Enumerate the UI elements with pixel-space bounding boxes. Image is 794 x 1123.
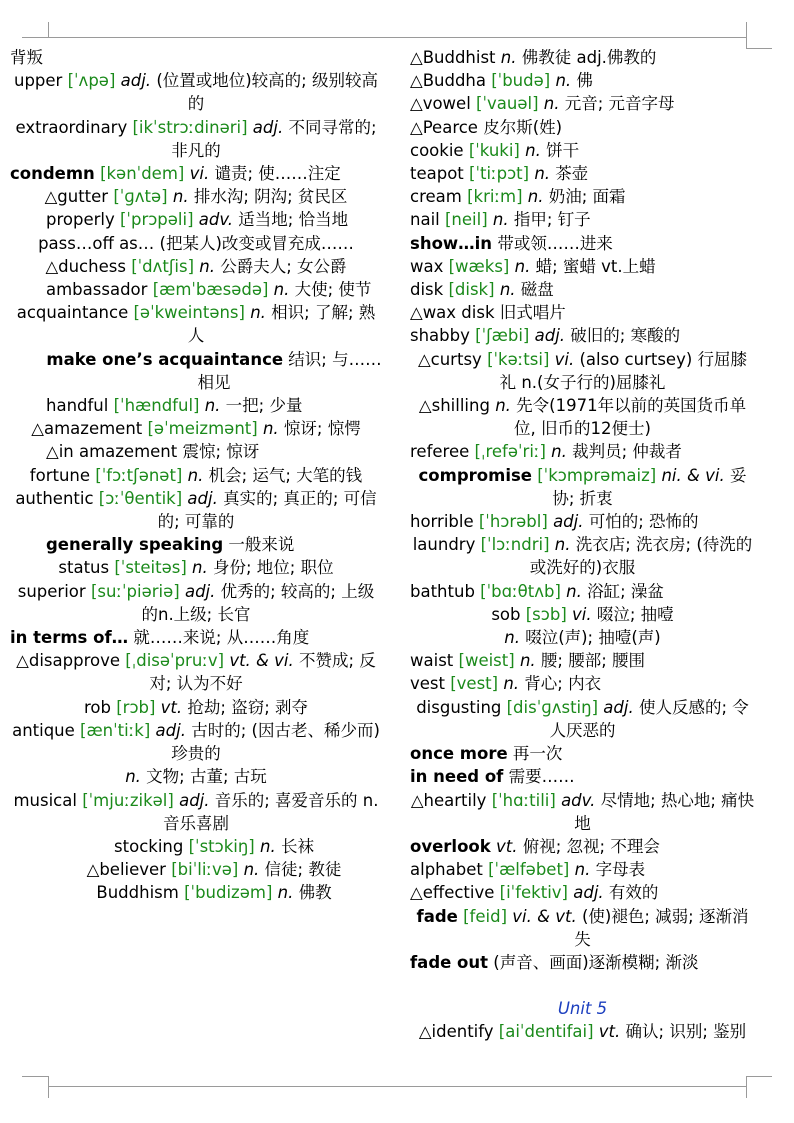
entry-definition: 佛 [576, 71, 593, 91]
entry-definition: 浴缸; 澡盆 [587, 581, 664, 601]
entry-definition: 元音; 元音字母 [564, 94, 675, 114]
vocab-entry [410, 533, 755, 579]
entry-part-of-speech: adj. [179, 790, 210, 810]
entry-definition: 公爵夫人; 女公爵 [220, 256, 347, 276]
vocab-entry [410, 858, 755, 881]
entry-part-of-speech: adj. [155, 720, 186, 740]
entry-headword: △vowel [410, 94, 471, 114]
entry-part-of-speech: n. [566, 581, 582, 601]
entry-headword: △Pearce [410, 117, 478, 137]
entry-part-of-speech: n. [495, 396, 511, 416]
entry-headword: authentic [15, 488, 94, 508]
entry-headword: teapot [410, 164, 464, 184]
entry-part-of-speech: n. [199, 256, 215, 276]
entry-definition: 有效的 [608, 883, 659, 903]
vocab-entry [10, 394, 382, 417]
vocab-entry [410, 580, 755, 603]
vocab-entry [410, 464, 755, 510]
entry-definition: 洗衣店; 洗衣房; (待洗的或洗好的)衣服 [529, 535, 753, 578]
vocab-entry [10, 487, 382, 533]
vocab-entry [410, 116, 755, 139]
entry-part-of-speech: n. [504, 628, 520, 648]
entry-phonetic: [æmˈbæsədə] [152, 280, 269, 300]
entry-headword: musical [13, 790, 77, 810]
vocab-entry [10, 719, 382, 765]
vocab-entry [410, 765, 755, 788]
entry-headword: ambassador [46, 280, 148, 300]
entry-headword: fade [416, 906, 458, 926]
entry-part-of-speech: n. [503, 674, 520, 694]
entry-definition: 抢劫; 盗窃; 剥夺 [187, 697, 309, 717]
entry-definition: 长袜 [280, 836, 314, 856]
entry-part-of-speech: adj. [184, 581, 216, 601]
entry-definition: 不赞成; 反对; 认为不好 [149, 651, 376, 694]
entry-definition: 排水沟; 阴沟; 贫民区 [193, 187, 348, 207]
entry-headword: △disapprove [16, 651, 121, 671]
entry-phonetic: [ikˈstrɔːdinəri] [132, 117, 248, 137]
entry-part-of-speech: n. [172, 187, 189, 207]
entry-headword: superior [17, 581, 86, 601]
entry-part-of-speech: n. [551, 442, 567, 462]
crop-mark-bottom-right [746, 1076, 772, 1077]
entry-phonetic: [ˈkɔmprəmaiz] [537, 465, 657, 485]
entry-prefix: 背叛 [10, 48, 43, 67]
vocab-entry [10, 278, 382, 301]
entry-part-of-speech: adv. [198, 210, 234, 230]
entry-definition: 震惊; 惊讶 [182, 442, 260, 462]
vocab-entry [410, 510, 755, 533]
entry-definition: 文物; 古董; 古玩 [146, 767, 267, 787]
entry-headword: once more [410, 744, 508, 764]
entry-headword: handful [46, 396, 109, 416]
vocab-entry [10, 255, 382, 278]
entry-headword: △effective [410, 883, 495, 903]
left-column [10, 46, 382, 905]
entry-part-of-speech: vt. [598, 1022, 621, 1042]
vocab-entry [10, 464, 382, 487]
vocab-entry [10, 765, 382, 788]
entry-definition: 适当地; 恰当地 [238, 210, 349, 230]
entry-definition: 就……来说; 从……角度 [133, 628, 310, 648]
entry-phonetic: [ˈkuki] [468, 140, 520, 160]
entry-part-of-speech: n. [262, 419, 279, 439]
entry-phonetic: [ˌrefəˈriː] [474, 442, 546, 462]
entry-phonetic: [ˌdisəˈpruːv] [125, 651, 225, 671]
entry-definition: 啜泣; 抽噎 [596, 604, 674, 624]
entry-definition: 一般来说 [228, 535, 295, 555]
entry-headword: acquaintance [16, 303, 129, 323]
entry-part-of-speech: vi. & vt. [512, 906, 577, 926]
entry-part-of-speech: n. [192, 558, 208, 578]
entry-definition: (位置或地位)较高的; 级别较高的 [156, 71, 378, 114]
entry-definition: (声音、画面)逐渐模糊; 渐淡 [493, 952, 699, 972]
vocab-entry [410, 789, 755, 835]
entry-phonetic: [ˈhɑːtili] [491, 790, 556, 810]
entry-definition: 机会; 运气; 大笔的钱 [208, 465, 363, 485]
entry-headword: alphabet [410, 860, 483, 880]
vocab-entry [410, 649, 755, 672]
entry-headword: horrible [410, 512, 474, 532]
entry-part-of-speech: n. [555, 71, 572, 91]
entry-headword: △shilling [418, 396, 490, 416]
entry-headword: upper [13, 71, 63, 91]
entry-part-of-speech: n. [243, 860, 260, 880]
entry-definition: 背心; 内衣 [524, 674, 602, 694]
entry-definition: 字母表 [595, 860, 646, 880]
entry-phonetic: [rɔb] [116, 697, 156, 717]
vocab-entry [10, 696, 382, 719]
entry-part-of-speech: adj. [252, 117, 284, 137]
vocab-entry [410, 951, 755, 974]
entry-definition: 破旧的; 寒酸的 [570, 326, 681, 346]
vocab-entry [10, 789, 382, 835]
entry-part-of-speech: n. [514, 256, 531, 276]
entry-phonetic: [ˈʃæbi] [475, 326, 530, 346]
vocab-entry [410, 626, 755, 649]
vocab-entry [410, 905, 755, 951]
entry-phonetic: [disk] [448, 280, 495, 300]
entry-definition: 惊讶; 惊愕 [283, 419, 361, 439]
entry-phonetic: [ˈvauəl] [476, 94, 539, 114]
vocab-entry [10, 232, 382, 255]
crop-mark-top-left-v [48, 22, 49, 37]
entry-headword: fortune [29, 465, 91, 485]
entry-definition: 蜡; 蜜蜡 vt.上蜡 [535, 256, 656, 276]
entry-headword: vest [410, 674, 445, 694]
entry-headword: sob [491, 604, 521, 624]
entry-part-of-speech: n. [500, 48, 517, 67]
entry-part-of-speech: n. [273, 280, 290, 300]
entry-definition: 俯视; 忽视; 不理会 [522, 836, 660, 856]
crop-mark-bottom-right-v [746, 1076, 747, 1098]
entry-headword: pass…off as… [38, 233, 155, 253]
vocab-entry [410, 881, 755, 904]
vocab-entry [10, 440, 382, 463]
entry-headword: compromise [418, 465, 532, 485]
entry-definition: 信徒; 教徒 [264, 860, 342, 880]
entry-headword: △amazement [31, 419, 143, 439]
entry-phonetic: [ˈstɔkiŋ] [188, 836, 255, 856]
entry-part-of-speech: vi. [572, 604, 592, 624]
vocab-entry [410, 348, 755, 394]
vocab-entry [10, 69, 382, 115]
vocab-entry [10, 533, 382, 556]
entry-phonetic: [əˈmeizmənt] [147, 419, 258, 439]
entry-headword: make one’s acquaintance [46, 349, 284, 369]
entry-definition: 不同寻常的; 非凡的 [171, 117, 377, 160]
entry-part-of-speech: adj. [573, 883, 604, 903]
vocab-entry [10, 649, 382, 695]
entry-definition: 确认; 识别; 鉴别 [625, 1022, 747, 1042]
entry-headword: wax [410, 256, 444, 276]
entry-phonetic: [ˈʌpə] [67, 71, 116, 91]
entry-definition: 先令(1971年以前的英国货币单位, 旧币的12便士) [514, 396, 747, 439]
entry-headword: status [58, 558, 110, 578]
entry-part-of-speech: n. [125, 767, 141, 787]
entry-definition: 饼干 [546, 140, 580, 160]
entry-definition: 相识; 了解; 熟人 [187, 303, 376, 346]
vocab-entry [410, 278, 755, 301]
vocab-entry [10, 580, 382, 626]
entry-headword: cream [410, 187, 462, 207]
entry-definition: 佛教 [298, 883, 332, 903]
entry-definition: 可怕的; 恐怖的 [588, 512, 699, 532]
entry-definition: (also curtsey) 行屈膝礼 n.(女子行的)屈膝礼 [499, 349, 748, 392]
entry-phonetic: [neil] [445, 210, 488, 230]
vocab-entry [10, 162, 382, 185]
entry-part-of-speech: n. [519, 651, 536, 671]
entry-part-of-speech: vt. [160, 697, 183, 717]
entry-part-of-speech: n. [204, 396, 221, 416]
entry-definition: 尽情地; 热心地; 痛快地 [574, 790, 755, 833]
entry-headword: generally speaking [46, 535, 224, 555]
entry-definition: 使人反感的; 令人厌恶的 [549, 697, 749, 740]
entry-phonetic: [ˈtiːpɔt] [469, 164, 530, 184]
entry-phonetic: [ˈælfəbet] [488, 860, 570, 880]
entry-headword: rob [83, 697, 111, 717]
entry-headword: bathtub [410, 581, 475, 601]
vocab-entry [410, 139, 755, 162]
entry-headword: △gutter [44, 187, 109, 207]
vocab-entry [10, 858, 382, 881]
entry-part-of-speech: n. [187, 465, 204, 485]
entry-definition: 带或领……进来 [497, 233, 613, 253]
entry-headword: △curtsy [417, 349, 482, 369]
crop-mark-top-left [22, 37, 48, 38]
entry-headword: antique [12, 720, 75, 740]
bottom-rule [48, 1086, 746, 1087]
entry-headword: △in amazement [46, 442, 178, 462]
entry-part-of-speech: vi. [189, 164, 210, 184]
entry-definition: 音乐的; 喜爱音乐的 n.音乐喜剧 [163, 790, 379, 833]
entry-phonetic: [wæks] [448, 256, 510, 276]
vocab-entry [10, 301, 382, 347]
entry-phonetic: [disˈɡʌstiŋ] [506, 697, 599, 717]
crop-mark-top-right-v [746, 22, 747, 48]
vocab-entry [10, 185, 382, 208]
entry-phonetic: [ˈɡʌtə] [113, 187, 168, 207]
vocab-entry [410, 696, 755, 742]
vocab-entry [10, 626, 382, 649]
entry-definition: 奶油; 面霜 [548, 187, 626, 207]
entry-definition: 古时的; (因古老、稀少而)珍贵的 [171, 720, 380, 764]
entry-part-of-speech: adj. [553, 512, 584, 532]
entry-headword: cookie [410, 140, 464, 160]
entry-definition: (使)褪色; 减弱; 逐渐消失 [574, 906, 749, 949]
entry-part-of-speech: n. [277, 883, 294, 903]
entry-phonetic: [suːˈpiəriə] [90, 581, 180, 601]
entry-headword: △heartily [410, 790, 487, 810]
vocab-entry [410, 603, 755, 626]
entry-phonetic: [ˈfɔːtʃənət] [95, 465, 183, 485]
vocab-entry [410, 301, 755, 324]
entry-phonetic: [kənˈdem] [100, 164, 185, 184]
entry-phonetic: [ɔːˈθentik] [98, 488, 183, 508]
entry-part-of-speech: n. [492, 210, 509, 230]
entry-definition: 再一次 [512, 744, 563, 764]
entry-phonetic: [kriːm] [467, 187, 523, 207]
entry-headword: shabby [410, 326, 470, 346]
entry-part-of-speech: n. [525, 140, 541, 160]
entry-headword: in terms of… [10, 628, 129, 648]
entry-headword: stocking [114, 836, 184, 856]
entry-part-of-speech: adv. [561, 790, 596, 810]
entry-definition: 优秀的; 较高的; 上级的n.上级; 长官 [141, 581, 375, 624]
entry-headword: disgusting [416, 697, 502, 717]
vocab-entry [410, 394, 755, 440]
entry-headword: △wax disk [410, 303, 495, 323]
entry-headword: Buddhism [96, 883, 179, 903]
entry-headword: nail [410, 210, 440, 230]
vocab-entry [410, 69, 755, 92]
vocab-entry [410, 185, 755, 208]
entry-headword: properly [46, 210, 115, 230]
vocab-entry [410, 46, 755, 69]
entry-headword: laundry [412, 535, 476, 555]
vocab-entry [410, 255, 755, 278]
entry-phonetic: [feid] [463, 906, 508, 926]
entry-part-of-speech: adj. [187, 488, 218, 508]
entry-definition: 皮尔斯(姓) [483, 117, 563, 137]
vocab-entry [10, 417, 382, 440]
entry-phonetic: [ˈbudə] [491, 71, 551, 91]
vocab-entry [410, 162, 755, 185]
entry-phonetic: [ˈhændful] [113, 396, 200, 416]
crop-mark-bottom-left-v [48, 1076, 49, 1098]
crop-mark-bottom-left [22, 1076, 48, 1077]
entry-phonetic: [ænˈtiːk] [80, 720, 151, 740]
entry-part-of-speech: n. [574, 860, 591, 880]
entry-phonetic: [weist] [458, 651, 515, 671]
vocab-entry [410, 672, 755, 695]
entry-definition: 谴责; 使……注定 [214, 164, 341, 184]
vocab-entry [410, 835, 755, 858]
vocab-entry [10, 835, 382, 858]
vocab-entry [410, 742, 755, 765]
vocab-entry [410, 92, 755, 115]
entry-phonetic: [ˈlɔːndri] [480, 535, 550, 555]
entry-phonetic: [ˈsteitəs] [114, 558, 187, 578]
entry-part-of-speech: vt. [495, 836, 518, 856]
entry-headword: in need of [410, 767, 504, 787]
entry-phonetic: [ˈhɔrəbl] [478, 512, 548, 532]
entry-definition: (把某人)改变或冒充成…… [159, 233, 354, 253]
entry-definition: 指甲; 钉子 [513, 210, 591, 230]
entry-phonetic: [əˈkweintəns] [133, 303, 245, 323]
entry-part-of-speech: n. [499, 280, 516, 300]
entry-part-of-speech: vi. [554, 349, 575, 369]
entry-definition: 身份; 地位; 职位 [212, 558, 334, 578]
entry-definition: 大使; 使节 [294, 280, 372, 300]
vocab-entry [10, 348, 382, 394]
entry-headword: △believer [86, 860, 166, 880]
vocab-entry [410, 232, 755, 255]
entry-headword: △Buddhist [410, 48, 496, 67]
entry-part-of-speech: ni. & vi. [661, 465, 725, 485]
entry-phonetic: [ˈbudizəm] [184, 883, 273, 903]
entry-definition: 结识; 与……相见 [197, 349, 382, 392]
entry-part-of-speech: adj. [603, 697, 634, 717]
entry-definition: 佛教徒 adj.佛教的 [521, 48, 657, 67]
vocab-entry [410, 440, 755, 463]
vocab-entry [410, 1020, 755, 1043]
unit-heading: Unit 5 [557, 999, 608, 1019]
entry-part-of-speech: adj. [534, 326, 566, 346]
entry-headword: △identify [418, 1022, 494, 1042]
entry-phonetic: [ˈmjuːzikəl] [82, 790, 174, 810]
entry-phonetic: [biˈliːvə] [171, 860, 239, 880]
entry-headword: △Buddha [410, 71, 486, 91]
top-rule [48, 37, 746, 38]
vocab-entry [10, 116, 382, 162]
entry-headword: condemn [10, 164, 95, 184]
entry-headword: extraordinary [15, 117, 128, 137]
entry-headword: disk [410, 280, 444, 300]
entry-part-of-speech: n. [543, 94, 560, 114]
entry-phonetic: [aiˈdentifai] [498, 1022, 594, 1042]
entry-definition: 真实的; 真正的; 可信的; 可靠的 [157, 488, 377, 532]
entry-definition: 妥协; 折衷 [552, 465, 747, 508]
entry-phonetic: [ˈbɑːθtʌb] [480, 581, 561, 601]
right-column [410, 46, 755, 1044]
entry-part-of-speech: n. [527, 187, 544, 207]
entry-definition: 啜泣(声); 抽噎(声) [525, 628, 661, 648]
entry-headword: referee [410, 442, 470, 462]
entry-phonetic: [ˈprɔpəli] [120, 210, 194, 230]
entry-part-of-speech: n. [554, 535, 571, 555]
entry-part-of-speech: n. [534, 164, 551, 184]
entry-headword: overlook [410, 836, 491, 856]
entry-definition: 需要…… [508, 767, 575, 787]
entry-part-of-speech: vt. & vi. [229, 651, 294, 671]
entry-definition: 茶壶 [555, 164, 589, 184]
entry-part-of-speech: n. [260, 836, 276, 856]
vocab-entry [10, 208, 382, 231]
entry-phonetic: [ˈkəːtsi] [487, 349, 550, 369]
entry-part-of-speech: n. [250, 303, 266, 323]
entry-headword: fade out [410, 952, 489, 972]
entry-headword: waist [410, 651, 454, 671]
entry-phonetic: [vest] [450, 674, 499, 694]
entry-phonetic: [iˈfektiv] [499, 883, 568, 903]
vocab-entry [10, 881, 382, 904]
entry-headword: △duchess [45, 256, 126, 276]
vocab-entry [10, 556, 382, 579]
entry-headword: show…in [410, 233, 493, 253]
entry-definition: 磁盘 [520, 280, 554, 300]
vocab-entry [410, 208, 755, 231]
entry-definition: 腰; 腰部; 腰围 [540, 651, 645, 671]
entry-phonetic: [sɔb] [525, 604, 567, 624]
entry-phonetic: [ˈdʌtʃis] [131, 256, 195, 276]
entry-definition: 旧式唱片 [499, 303, 566, 323]
vocab-entry [410, 324, 755, 347]
entry-part-of-speech: adj. [120, 71, 152, 91]
entry-definition: 裁判员; 仲裁者 [572, 442, 682, 462]
entry-definition: 一把; 少量 [225, 396, 303, 416]
vocab-entry [10, 46, 382, 69]
